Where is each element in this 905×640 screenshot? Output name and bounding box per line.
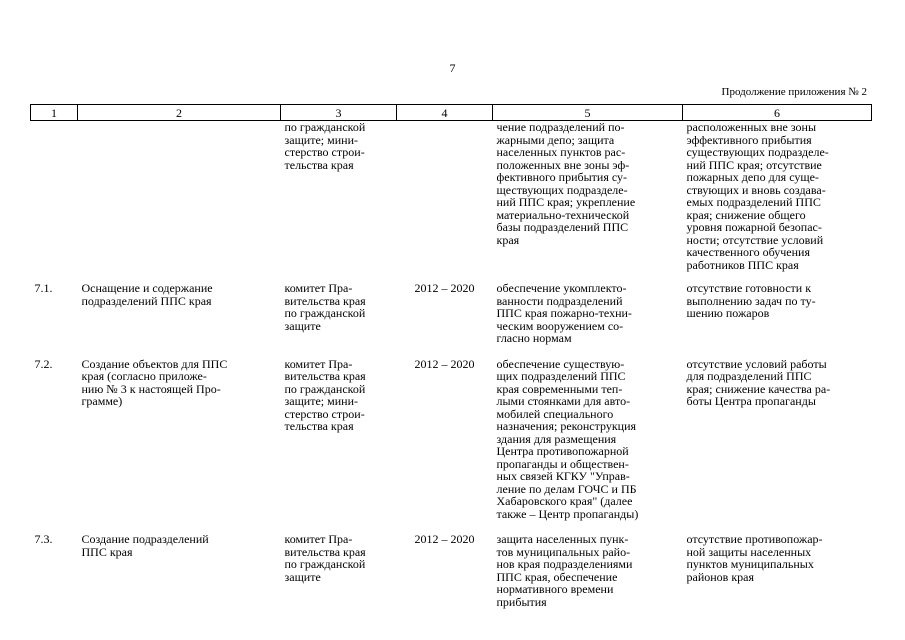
cell-num: [31, 121, 78, 282]
cell-period: 2012 – 2020: [414, 281, 475, 295]
cell-num: 7.2.: [34, 356, 53, 371]
cell-period: 2012 – 2020: [414, 356, 475, 371]
cell-result: обеспечение существую- щих подразделений ППС края современными теп- лыми стоянками для авто- мобилей специального назначения; реконструкция здания для размещения Центра противопожарной пропаганды и обществен- ных связей КГКУ "Управ- ление по делам ГОЧС и ПБ Хабаровского края" (далее также – Центр пропаганды): [496, 356, 639, 521]
cell-consequence: отсутствие готовности к выполнению задач по ту- шению пожаров: [686, 281, 816, 320]
table-row: [31, 281, 872, 357]
cell-result: чение подразделений по- жарными депо; защита населенных пунктов рас- положенных вне зоны эф- фективного прибытия су- ществующих подразделе- ний ППС края; укрепление материально-технической базы подразделений ППС края: [496, 120, 636, 247]
cell-name: [78, 121, 281, 282]
cell-executor: комитет Пра- вительства края по гражданской защите: [284, 281, 366, 333]
column-header-5: 5: [493, 105, 683, 121]
page-number: 7: [449, 61, 456, 75]
cell-result: защита населенных пунк- тов муниципальных райо- нов края подразделениями ППС края, обеспечение нормативного времени прибытия: [496, 532, 633, 609]
cell-name: Оснащение и содержание подразделений ППС края: [81, 281, 213, 308]
column-header-2: 2: [78, 105, 281, 121]
table-row: [31, 357, 872, 533]
column-header-6: 6: [683, 105, 872, 121]
cell-result: обеспечение укомплекто- ванности подразделений ППС края пожарно-техни- ческим вооружением со- гласно нормам: [496, 281, 632, 345]
cell-consequence: расположенных вне зоны эффективного прибытия существующих подразделе- ний ППС края; отсутствие пожарных депо для суще- ствующих и вновь создава- емых подразделений ППС края; снижение общего уровня пожарной безопас- ности; отсутствие условий качественного обучения работников ППС края: [686, 120, 829, 272]
cell-executor: комитет Пра- вительства края по гражданской защите: [284, 532, 366, 584]
cell-period: [397, 121, 493, 282]
cell-executor: комитет Пра- вительства края по гражданской защите; мини- стерство строи- тельства края: [284, 356, 366, 433]
table-row: [31, 532, 872, 620]
continuation-label: Продолжение приложения № 2: [721, 86, 867, 98]
header-row: [31, 105, 872, 121]
cell-period: 2012 – 2020: [414, 532, 475, 546]
program-table: [30, 104, 872, 620]
cell-num: 7.3.: [34, 532, 53, 546]
cell-consequence: отсутствие условий работы для подразделений ППС края; снижение качества ра- боты Центра пропаганды: [686, 356, 831, 408]
table-row-continuation: [31, 121, 872, 282]
cell-num: 7.1.: [34, 281, 53, 295]
cell-executor: по гражданской защите; мини- стерство строи- тельства края: [284, 120, 366, 172]
column-header-3: 3: [281, 105, 397, 121]
cell-name: Создание объектов для ППС края (согласно приложе- нию № 3 к настоящей Про- грамме): [81, 356, 228, 408]
column-header-1: 1: [31, 105, 78, 121]
column-header-4: 4: [397, 105, 493, 121]
cell-consequence: отсутствие противопожар- ной защиты населенных пунктов муниципальных районов края: [686, 532, 823, 584]
cell-name: Создание подразделений ППС края: [81, 532, 209, 559]
